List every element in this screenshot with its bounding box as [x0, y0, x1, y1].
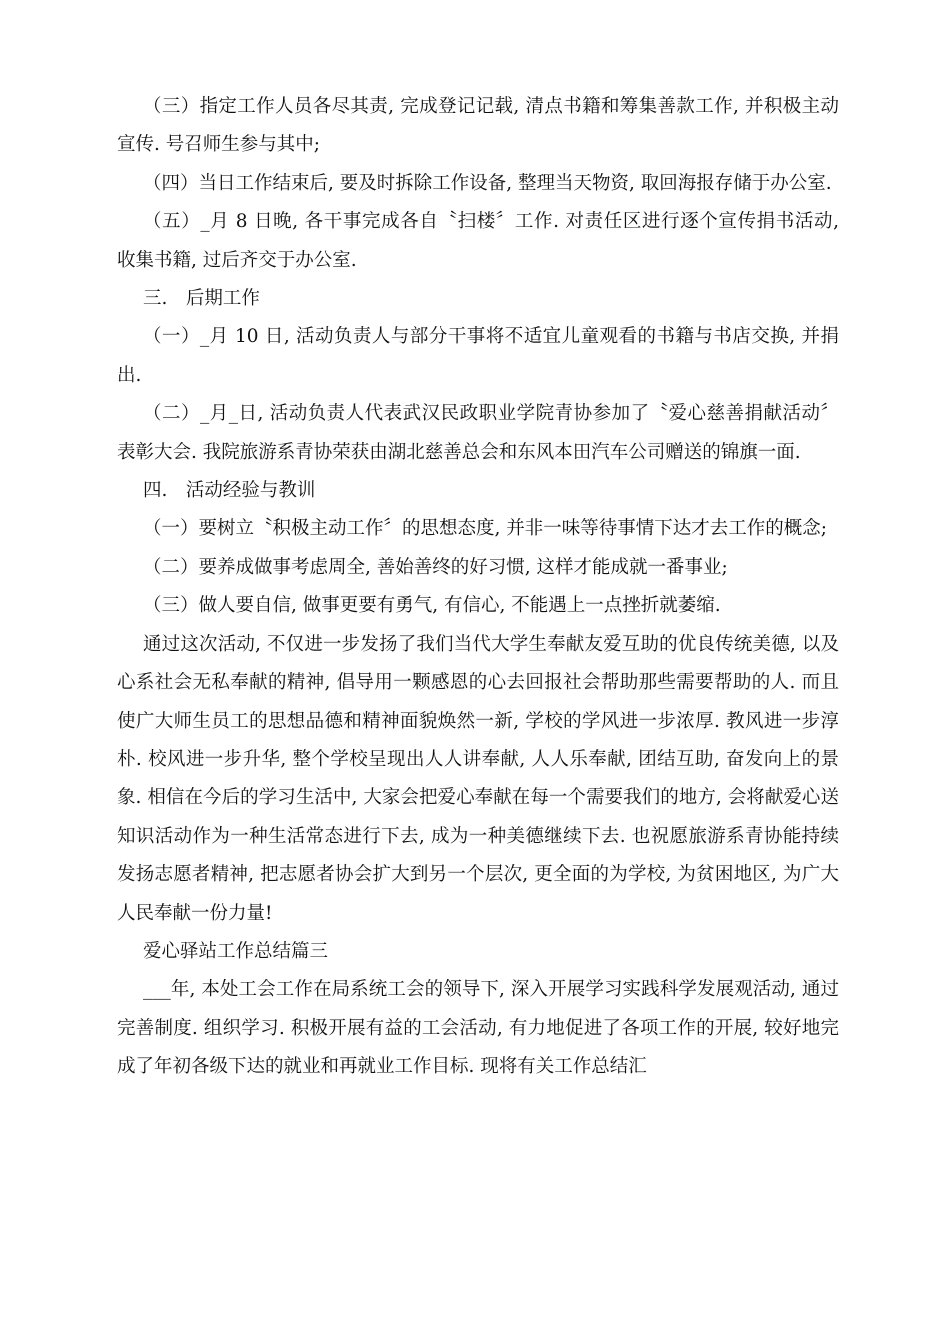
paragraph-three-assign-staff: （三）指定工作人员各尽其责, 完成登记记载, 清点书籍和筹集善款工作, 并积极主动宣传. 号召师生参与其中;	[117, 96, 839, 156]
paragraph-lesson-two: （二）要养成做事考虑周全, 善始善终的好习惯, 这样才能成就一番事业;	[143, 556, 728, 578]
paragraph-four-dismantle-equipment: （四）当日工作结束后, 要及时拆除工作设备, 整理当天物资, 取回海报存储于办公室.	[143, 172, 832, 194]
section-title-part-three: 爱心驿站工作总结篇三	[143, 940, 329, 962]
section-heading-lessons: 四. 活动经验与教训	[143, 480, 316, 502]
paragraph-five-sweep-buildings: （五）_月 8 日晚, 各干事完成各自〝扫楼〞工作. 对责任区进行逐个宣传捐书活动, 收集书籍, 过后齐交于办公室.	[117, 211, 839, 271]
paragraph-lesson-one: （一）要树立〝积极主动工作〞的思想态度, 并非一味等待事情下达才去工作的概念;	[143, 518, 827, 540]
paragraph-lesson-three: （三）做人要自信, 做事更要有勇气, 有信心, 不能遇上一点挫折就萎缩.	[143, 595, 721, 617]
paragraph-union-work-summary: ___年, 本处工会工作在局系统工会的领导下, 深入开展学习实践科学发展观活动, 通过完善制度. 组织学习. 积极开展有益的工会活动, 有力地促进了各项工作的开展, 较好地完成了年初各级下达的就业和再就业工作目标. 现将有关工作总结汇	[117, 979, 839, 1078]
paragraph-conclusion: 通过这次活动, 不仅进一步发扬了我们当代大学生奉献友爱互助的优良传统美德, 以及心系社会无私奉献的精神, 倡导用一颗感恩的心去回报社会帮助那些需要帮助的人. 而且使广大师生员工的思想品德和精神面貌焕然一新, 学校的学风进一步浓厚. 教风进一步淳朴. 校风进一步升华, 整个学校呈现出人人讲奉献, 人人乐奉献, 团结互助, 奋发向上的景象. 相信在今后的学习生活中, 大家会把爱心奉献在每一个需要我们的地方, 会将献爱心送知识活动作为一种生活常态进行下去, 成为一种美德继续下去. 也祝愿旅游系青协能持续发扬志愿者精神, 把志愿者协会扩大到另一个层次, 更全面的为学校, 为贫困地区, 为广大人民奉献一份力量!	[117, 633, 839, 924]
paragraph-two-commendation: （二）_月_日, 活动负责人代表武汉民政职业学院青协参加了〝爱心慈善捐献活动〞表彰大会. 我院旅游系青协荣获由湖北慈善总会和东风本田汽车公司赠送的锦旗一面.	[117, 403, 839, 463]
document-body	[117, 88, 839, 1087]
section-heading-later-work: 三. 后期工作	[143, 288, 260, 310]
paragraph-one-book-exchange: （一）_月 10 日, 活动负责人与部分干事将不适宜儿童观看的书籍与书店交换, 并捐出.	[117, 326, 839, 386]
